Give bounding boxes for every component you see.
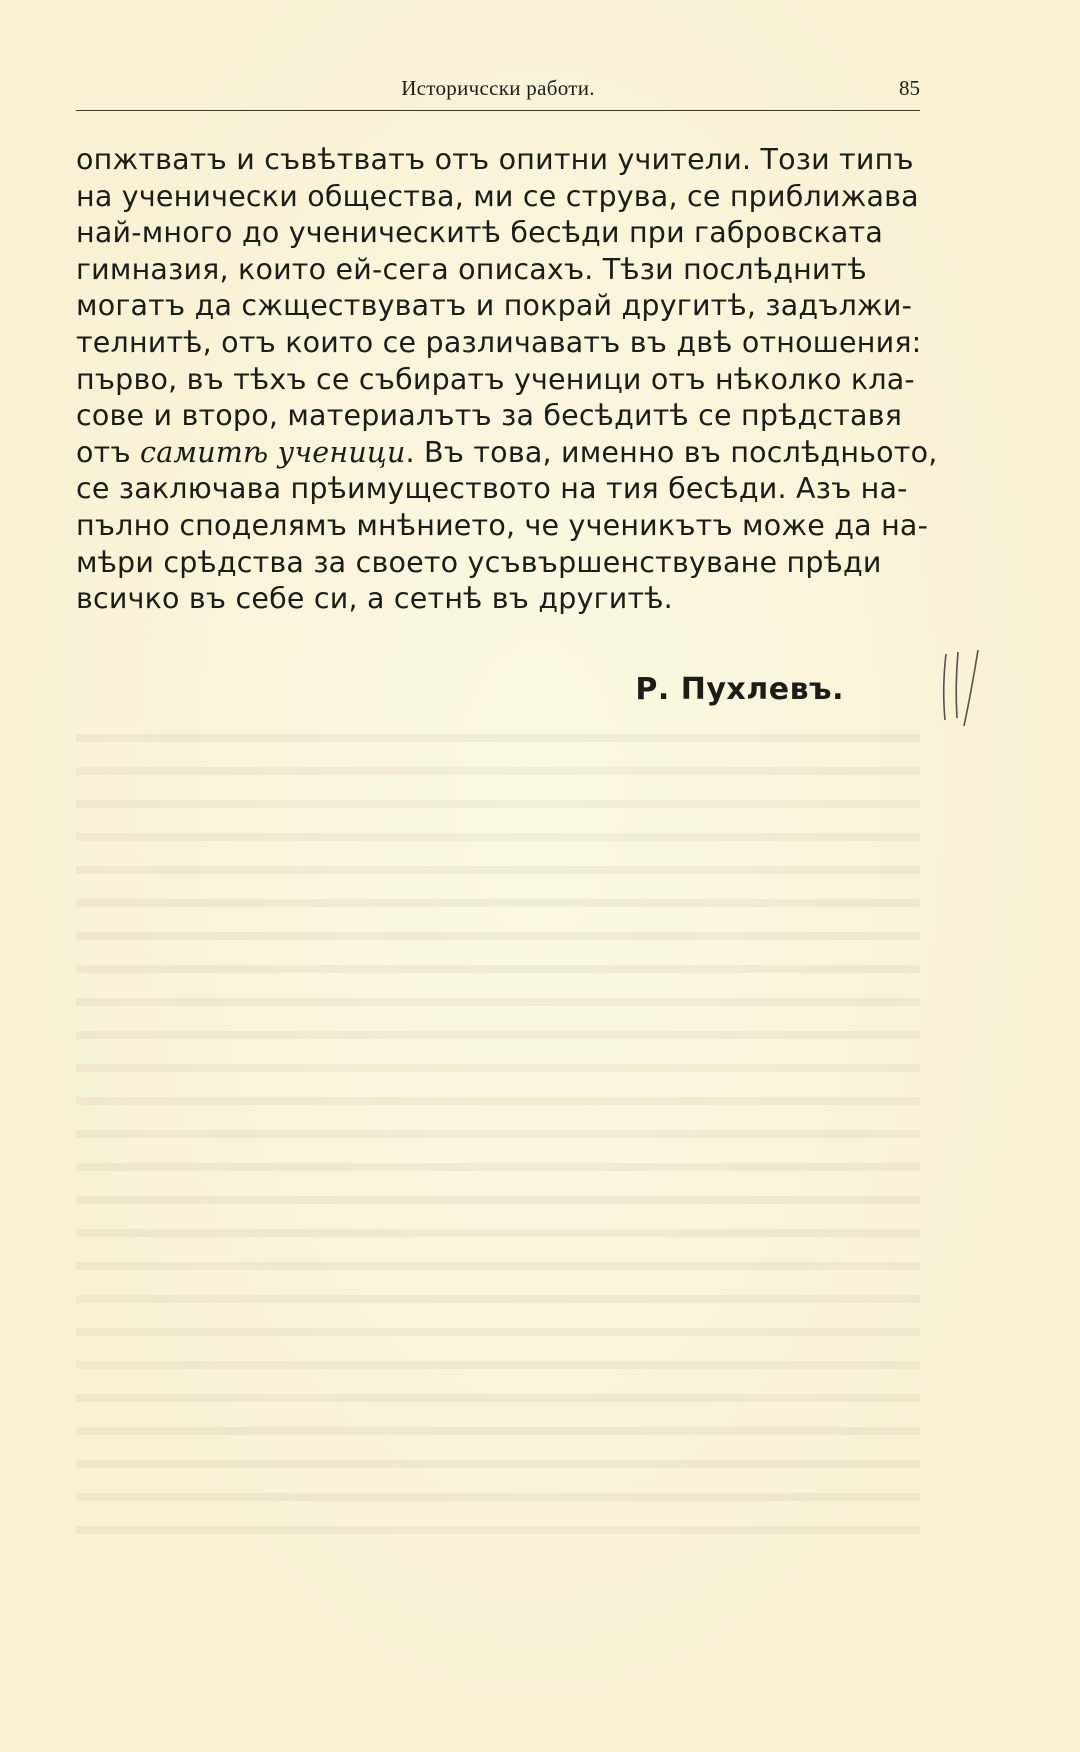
- body-line: най-много до ученическитѣ бесѣди при габровската: [76, 216, 884, 250]
- running-title: Историчсски работи.: [401, 76, 595, 100]
- body-line-segment: отъ: [76, 435, 141, 469]
- show-through-texture: [76, 720, 920, 1550]
- body-line: опжтватъ и съвѣтватъ отъ опитни учители. Този типъ: [76, 143, 914, 176]
- body-line: пълно споделямъ мнѣнието, че ученикътъ може да на-: [76, 508, 929, 542]
- running-header: [76, 74, 920, 111]
- body-text: [76, 142, 938, 618]
- body-line: телнитѣ, отъ които се различаватъ въ двѣ отношения:: [76, 325, 922, 359]
- author-signature: Р. Пухлевъ.: [635, 672, 844, 707]
- body-line: се заключава прѣимуществото на тия бесѣди. Азъ на-: [76, 472, 908, 506]
- page-number: 85: [899, 76, 920, 100]
- body-line: първо, въ тѣхъ се събиратъ ученици отъ нѣколко кла-: [76, 362, 915, 396]
- body-line: гимназия, които ей-сега описахъ. Тѣзи послѣднитѣ: [76, 252, 867, 286]
- body-line: сове и второ, материалътъ за бесѣдитѣ се прѣдставя: [76, 399, 903, 433]
- body-line: могатъ да сжществуватъ и покрай другитѣ, задължи-: [76, 289, 913, 323]
- body-line: мѣри срѣдства за своето усъвършенствуване прѣди: [76, 545, 882, 579]
- body-line: [76, 436, 938, 469]
- body-line: всичко въ себе си, а сетнѣ въ другитѣ.: [76, 582, 673, 616]
- body-line-segment: . Въ това, именно въ послѣдньото,: [405, 435, 938, 469]
- italic-phrase: самитѣ ученици: [140, 435, 406, 469]
- pencil-mark-icon: [936, 648, 986, 728]
- body-line: на ученически общества, ми се струва, се приближава: [76, 179, 919, 213]
